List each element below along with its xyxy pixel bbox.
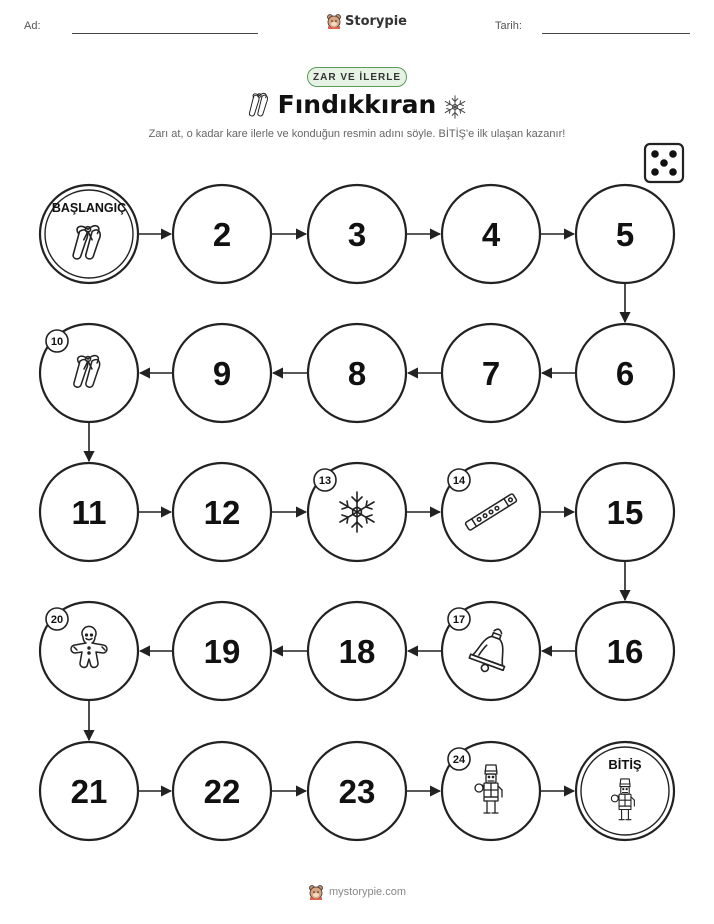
board-cell-24[interactable] [442,742,540,840]
board-cell-12[interactable] [173,463,271,561]
board-cell-23[interactable] [308,742,406,840]
bear-mascot-icon [308,884,324,900]
cell-number: 12 [203,494,241,531]
board-cell-21[interactable] [40,742,138,840]
board-cell-16[interactable] [576,602,674,700]
board-cell-15[interactable] [576,463,674,561]
board-cell-25[interactable] [576,742,674,840]
date-label: Tarih: [495,20,522,32]
cell-number: 2 [212,216,232,253]
cell-number: 9 [212,355,232,392]
cell-number: 21 [70,773,108,810]
cell-number: 7 [481,355,501,392]
board-cell-1[interactable] [40,185,138,283]
cell-number-badge [448,748,470,770]
board-cell-7[interactable] [442,324,540,422]
board-cell-6[interactable] [576,324,674,422]
page-title: Fındıkkıran [277,90,437,119]
cell-number: 8 [347,355,367,392]
cell-number: 10 [50,336,64,348]
footer [0,884,714,900]
cell-number: 20 [50,614,64,626]
cell-number: 19 [203,633,241,670]
board-cell-20[interactable] [40,602,138,700]
board-cell-18[interactable] [308,602,406,700]
cell-number: 23 [338,773,376,810]
cell-number: 13 [318,475,332,487]
board-cell-8[interactable] [308,324,406,422]
footer-site: mystorypie.com [328,886,407,898]
cell-number-badge [448,608,470,630]
cell-number-badge [314,469,336,491]
cell-number: 17 [452,614,466,626]
board-cell-22[interactable] [173,742,271,840]
finish-label: BİTİŞ [608,757,642,772]
cell-number-badge [448,469,470,491]
cell-number: 18 [338,633,376,670]
cell-number: 6 [615,355,635,392]
board-cell-17[interactable] [442,602,540,700]
cell-number: 24 [452,754,466,766]
board-cell-5[interactable] [576,185,674,283]
instructions: Zarı at, o kadar kare ilerle ve konduğun resmin adını söyle. BİTİŞ'e ilk ulaşan kazanır! [148,128,566,140]
board-cell-11[interactable] [40,463,138,561]
brand-name: Storypie [345,13,407,29]
cell-number: 22 [203,773,241,810]
board-cell-3[interactable] [308,185,406,283]
board-cell-4[interactable] [442,185,540,283]
board-cell-9[interactable] [173,324,271,422]
board-cell-19[interactable] [173,602,271,700]
board-cell-13[interactable] [308,463,406,561]
cell-number-badge [46,330,68,352]
cell-number: 3 [347,216,367,253]
cell-number: 14 [452,475,466,487]
start-label: BAŞLANGIÇ [51,201,127,215]
cell-number-badge [46,608,68,630]
cell-number: 5 [615,216,635,253]
cell-number: 16 [606,633,644,670]
board-cell-10[interactable] [40,324,138,422]
activity-badge: ZAR VE İLERLE [307,67,407,87]
board-cell-14[interactable] [442,463,540,561]
cell-number: 11 [71,494,107,531]
board-cell-2[interactable] [173,185,271,283]
name-label: Ad: [24,20,41,32]
cell-number: 15 [606,494,644,531]
cell-number: 4 [481,216,501,253]
